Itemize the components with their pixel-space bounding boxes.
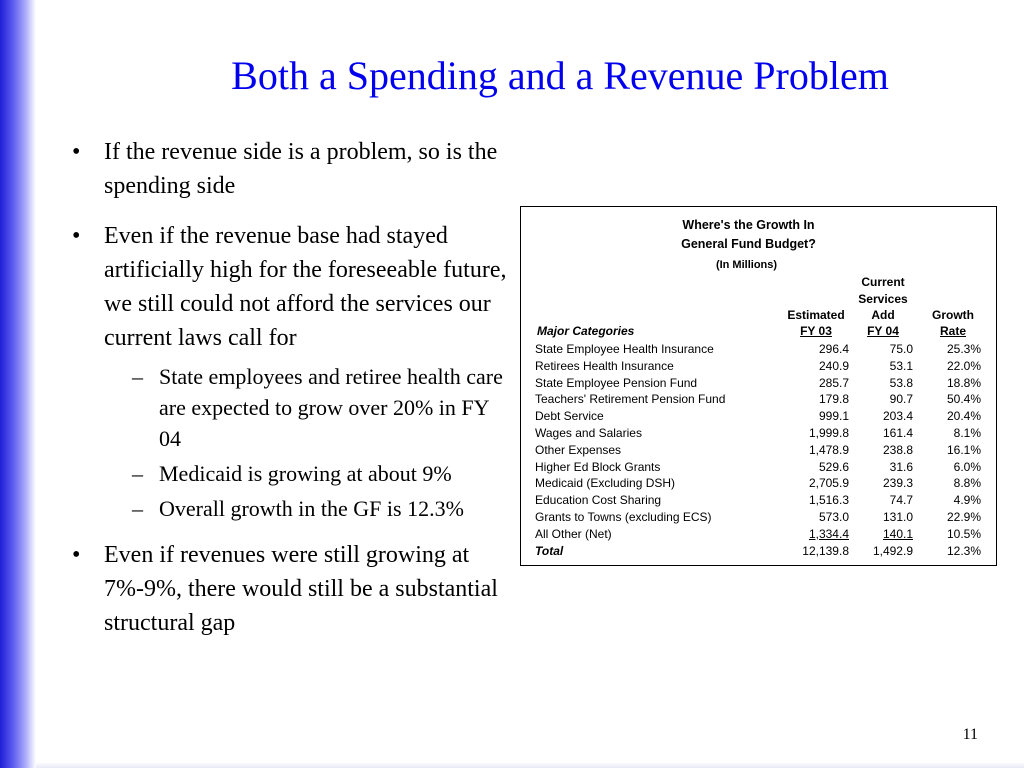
table-row: [535, 526, 981, 543]
header-current: Current: [861, 275, 905, 289]
bottom-rule: [36, 762, 1024, 768]
row-category: Higher Ed Block Grants: [535, 459, 661, 474]
underlined-value: 1,334.4: [808, 526, 849, 541]
dash-icon: –: [132, 364, 143, 389]
table-title-line2: General Fund Budget?: [681, 237, 816, 251]
row-estimated: 285.7: [818, 375, 849, 390]
row-add: 90.7: [889, 392, 913, 407]
header-growth: Growth: [932, 308, 974, 322]
row-category: State Employee Health Insurance: [535, 342, 714, 356]
bullet-item: [72, 135, 512, 203]
sub-bullet-item: [72, 361, 512, 454]
table-row: [535, 341, 981, 358]
row-add: 53.8: [889, 375, 913, 390]
budget-growth-table: [520, 206, 997, 566]
row-rate: 16.1%: [946, 442, 981, 457]
total-add: 1,492.9: [872, 543, 913, 558]
row-add: 53.1: [889, 358, 913, 373]
row-rate: 22.9%: [946, 509, 981, 524]
sub-bullet-text: Medicaid is growing at about 9%: [159, 461, 452, 486]
bullet-item: [72, 538, 512, 640]
table-row: [535, 492, 981, 509]
row-category: Wages and Salaries: [535, 425, 642, 440]
bullet-dot-icon: •: [72, 139, 81, 165]
sub-bullet-text: State employees and retiree health care are expected to grow over 20% in FY 04: [159, 364, 503, 451]
row-estimated: 1,999.8: [808, 425, 849, 440]
row-rate: 20.4%: [946, 409, 981, 424]
sub-bullet-item: [72, 458, 512, 489]
sub-bullet-list: [72, 361, 512, 524]
header-services: Services: [858, 292, 908, 306]
row-add: 74.7: [889, 493, 913, 508]
row-estimated: 2,705.9: [808, 476, 849, 491]
row-estimated: 573.0: [818, 509, 849, 524]
row-rate: 18.8%: [946, 375, 981, 390]
bullet-list: [72, 135, 512, 656]
table-row: [535, 358, 981, 375]
table-row: [535, 509, 981, 526]
table-row: [535, 391, 981, 408]
table-row: [535, 408, 981, 425]
row-estimated: 1,516.3: [808, 493, 849, 508]
table-row: [535, 475, 981, 492]
bullet-item: [72, 219, 512, 355]
header-fy04: FY 04: [867, 324, 899, 338]
row-add: 31.6: [889, 459, 913, 474]
row-rate: 10.5%: [946, 526, 981, 541]
row-rate: 22.0%: [946, 358, 981, 373]
row-rate: 50.4%: [946, 392, 981, 407]
row-category: All Other (Net): [535, 526, 612, 541]
row-add: 161.4: [882, 425, 913, 440]
sub-bullet-text: Overall growth in the GF is 12.3%: [159, 496, 464, 521]
dash-icon: –: [132, 461, 143, 486]
total-estimated: 12,139.8: [802, 543, 849, 558]
row-rate: 4.9%: [953, 493, 981, 508]
row-add: 131.0: [882, 509, 913, 524]
table-row: [535, 375, 981, 392]
row-rate: 6.0%: [953, 459, 981, 474]
row-add: 239.3: [882, 476, 913, 491]
row-estimated: 999.1: [818, 409, 849, 424]
header-major-categories: Major Categories: [537, 324, 635, 338]
bullet-text: If the revenue side is a problem, so is the spending side: [104, 139, 498, 199]
table-row: [535, 442, 981, 459]
table-row: [535, 425, 981, 442]
row-rate: 25.3%: [946, 342, 981, 356]
row-estimated: 240.9: [818, 358, 849, 373]
row-category: Grants to Towns (excluding ECS): [535, 509, 712, 524]
total-label: Total: [535, 543, 564, 558]
bullet-dot-icon: •: [72, 223, 81, 249]
table-total-row: [535, 543, 981, 560]
budget-data-table: [535, 341, 981, 559]
table-title-line1: Where's the Growth In: [682, 218, 815, 232]
row-add: 238.8: [882, 442, 913, 457]
table-subtitle: (In Millions): [715, 259, 778, 271]
row-category: Education Cost Sharing: [535, 493, 662, 508]
row-add: [849, 526, 913, 543]
row-category: Teachers' Retirement Pension Fund: [535, 392, 726, 407]
row-estimated: 179.8: [818, 392, 849, 407]
row-estimated: 529.6: [818, 459, 849, 474]
bullet-dot-icon: •: [72, 542, 81, 568]
slide-title: Both a Spending and a Revenue Problem: [231, 53, 889, 98]
row-rate: 8.1%: [953, 425, 981, 440]
dash-icon: –: [132, 496, 143, 521]
header-add: Add: [871, 308, 895, 322]
table-row: [535, 459, 981, 476]
row-category: Other Expenses: [535, 442, 622, 457]
row-add: 75.0: [889, 342, 913, 356]
page-number: 11: [962, 726, 978, 743]
row-category: Medicaid (Excluding DSH): [535, 476, 676, 491]
row-add: 203.4: [882, 409, 913, 424]
row-category: State Employee Pension Fund: [535, 375, 698, 390]
sub-bullet-item: [72, 493, 512, 524]
row-estimated: [780, 526, 849, 543]
header-estimated: Estimated: [787, 308, 845, 322]
bullet-text: Even if revenues were still growing at 7%-9%, there would still be a substantial structural gap: [104, 542, 498, 636]
left-gradient-bar: [0, 0, 36, 768]
row-category: Retirees Health Insurance: [535, 358, 674, 373]
bullet-text: Even if the revenue base had stayed artificially high for the foreseeable future, we still could not afford the services our current laws call for: [104, 223, 507, 351]
row-category: Debt Service: [535, 409, 604, 424]
header-rate: Rate: [939, 324, 966, 338]
row-rate: 8.8%: [953, 476, 981, 491]
underlined-value: 140.1: [882, 526, 913, 541]
header-fy03: FY 03: [800, 324, 832, 338]
row-estimated: 1,478.9: [808, 442, 849, 457]
row-estimated: 296.4: [818, 342, 849, 356]
total-rate: 12.3%: [946, 543, 981, 558]
